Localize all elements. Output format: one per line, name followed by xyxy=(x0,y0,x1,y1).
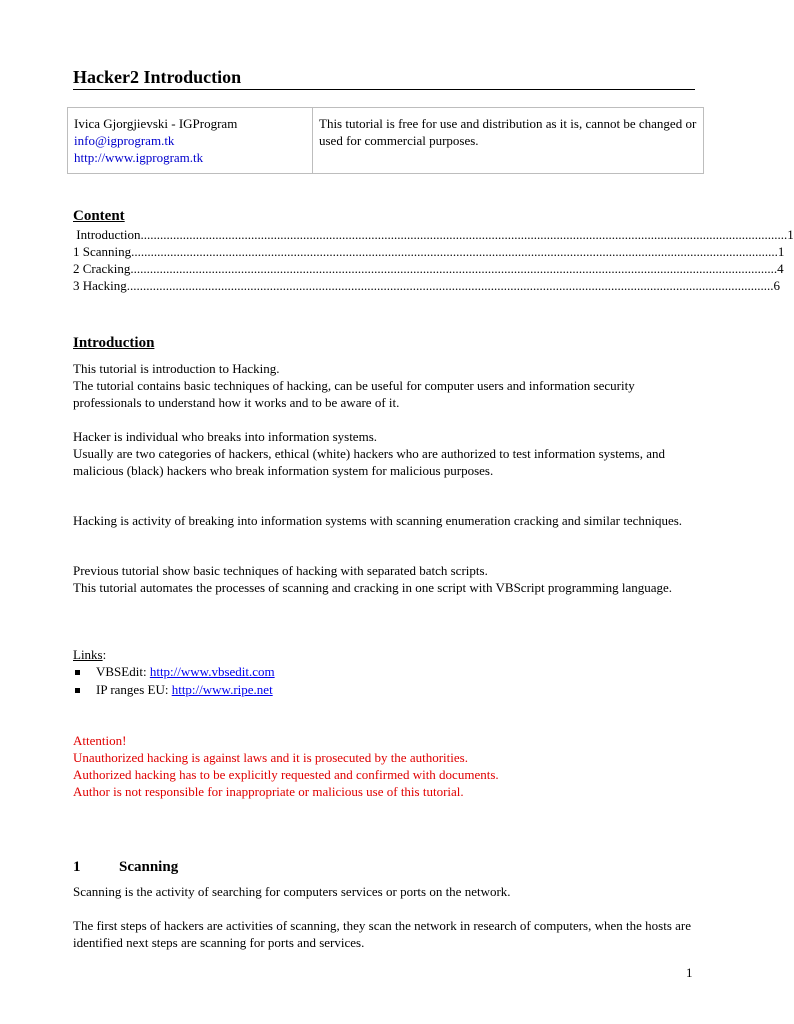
link-prefix: VBSEdit: xyxy=(96,664,150,679)
toc-item-label: 3 Hacking xyxy=(73,278,127,293)
link-prefix: IP ranges EU: xyxy=(96,682,172,697)
toc-item[interactable] xyxy=(73,243,785,260)
toc-dots: ....................................................................................................................................................................................................... xyxy=(131,244,778,259)
author-cell xyxy=(68,108,313,174)
toc-item[interactable] xyxy=(73,226,794,243)
scanning-heading xyxy=(73,858,178,876)
toc-dots: ....................................................................................................................................................................................................... xyxy=(130,261,778,276)
toc-dots: ....................................................................................................................................................................................................... xyxy=(140,227,788,242)
toc-item-page: 1 xyxy=(777,244,785,259)
links-list xyxy=(73,663,275,699)
attention-line: Authorized hacking has to be explicitly requested and confirmed with documents. xyxy=(73,767,499,782)
links-label: Links: xyxy=(73,647,107,662)
intro-paragraph-1 xyxy=(73,360,695,411)
introduction-heading: Introduction xyxy=(73,335,155,351)
scanning-paragraph-1: Scanning is the activity of searching for computers services or ports on the network. xyxy=(73,884,511,899)
attention-block xyxy=(73,732,695,800)
intro-p4-line1: Previous tutorial show basic techniques of hacking with separated batch scripts. xyxy=(73,563,488,578)
list-item xyxy=(73,681,275,699)
page-number: 1 xyxy=(686,965,693,980)
toc-item-page: 6 xyxy=(773,278,781,293)
scanning-heading-number: 1 xyxy=(73,859,81,875)
toc-dots: ....................................................................................................................................................................................................... xyxy=(126,278,774,293)
document-title: Hacker2 Introduction xyxy=(73,66,695,90)
bullet-icon xyxy=(75,688,80,693)
ripe-link[interactable]: http://www.ripe.net xyxy=(171,682,273,697)
list-item xyxy=(73,663,275,681)
intro-paragraph-4 xyxy=(73,562,695,596)
toc-item[interactable] xyxy=(73,277,781,294)
intro-paragraph-2 xyxy=(73,428,695,479)
scanning-heading-text: Scanning xyxy=(119,859,179,875)
license-cell xyxy=(313,108,704,174)
toc-item-label: 1 Scanning xyxy=(73,244,132,259)
table-of-contents xyxy=(73,226,794,294)
scanning-paragraph-2: The first steps of hackers are activities of scanning, they scan the network in research of computers, when the hosts are identified next steps are scanning for ports and services. xyxy=(73,918,692,950)
author-website[interactable]: http://www.igprogram.tk xyxy=(74,150,204,165)
toc-item-page: 4 xyxy=(777,261,784,276)
attention-line: Author is not responsible for inappropriate or malicious use of this tutorial. xyxy=(73,784,464,799)
author-email[interactable]: info@igprogram.tk xyxy=(74,133,175,148)
toc-item-label: 2 Cracking xyxy=(73,261,131,276)
attention-line: Unauthorized hacking is against laws and it is prosecuted by the authorities. xyxy=(73,750,468,765)
license-text: This tutorial is free for use and distribution as it is, cannot be changed or used for commercial purposes. xyxy=(319,116,697,148)
author-name: Ivica Gjorgjievski - IGProgram xyxy=(74,116,238,131)
intro-p1-line2: The tutorial contains basic techniques of hacking, can be useful for computer users and information security professionals to understand how it works and to be aware of it. xyxy=(73,378,635,410)
vbsedit-link[interactable]: http://www.vbsedit.com xyxy=(149,664,275,679)
intro-p4-line2: This tutorial automates the processes of scanning and cracking in one script with VBScript programming language. xyxy=(73,580,673,595)
bullet-icon xyxy=(75,670,80,675)
info-table xyxy=(67,107,704,174)
intro-paragraph-3: Hacking is activity of breaking into information systems with scanning enumeration cracking and similar techniques. xyxy=(73,513,683,528)
intro-p1-line1: This tutorial is introduction to Hacking. xyxy=(73,361,280,376)
intro-p2-line2: Usually are two categories of hackers, ethical (white) hackers who are authorized to test information systems, and malicious (black) hackers who break information system for malicious purposes. xyxy=(73,446,666,478)
intro-p2-line1: Hacker is individual who breaks into information systems. xyxy=(73,429,378,444)
toc-item[interactable] xyxy=(73,260,784,277)
toc-item-label: Introduction xyxy=(73,227,141,242)
toc-heading: Content xyxy=(73,208,125,224)
toc-item-page: 1 xyxy=(787,227,794,242)
attention-title: Attention! xyxy=(73,733,127,748)
